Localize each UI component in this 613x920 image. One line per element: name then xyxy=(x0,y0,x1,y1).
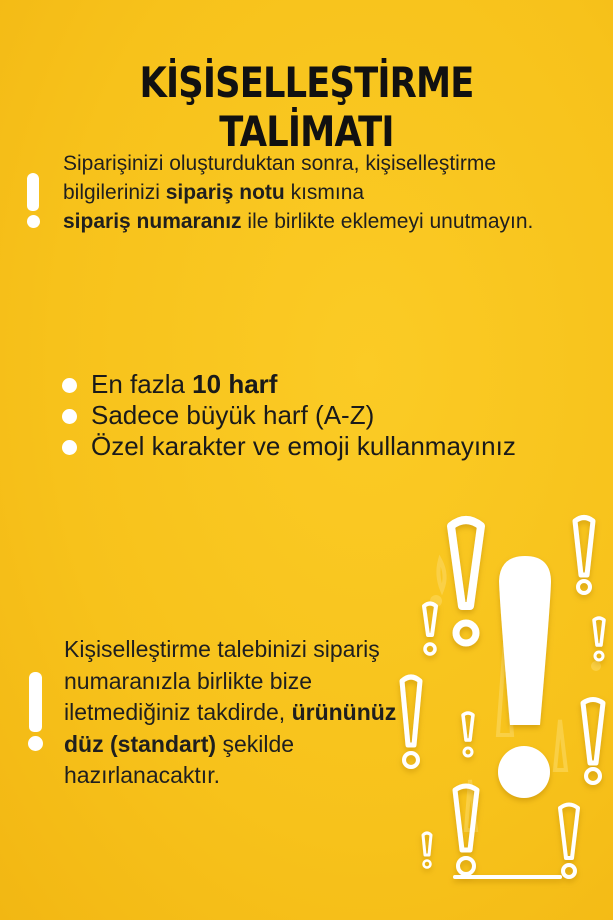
rule-text: Sadece büyük harf (A-Z) xyxy=(91,400,375,430)
rule-bold: 10 harf xyxy=(192,369,278,399)
page-title: KİŞİSELLEŞTİRME TALİMATI xyxy=(139,58,474,156)
instruction-bold-1: sipariş notu xyxy=(165,181,285,204)
instruction-text-2: kısmına xyxy=(284,181,365,204)
warning-text-1: Kişiselleştirme talebinizi sipariş numaranızla birlikte bize iletmediğiniz takdirde, xyxy=(64,636,380,725)
instruction-bold-2: sipariş numaranız xyxy=(63,210,242,233)
rule-text: En fazla xyxy=(91,369,193,399)
warning-text-2: şekilde hazırlanacaktır. xyxy=(64,730,295,788)
instruction-text-3: ile birlikte eklemeyi unutmayın. xyxy=(241,210,534,233)
warning-bold: ürününüz düz (standart) xyxy=(64,699,397,757)
rule-text: Özel karakter ve emoji kullanmayınız xyxy=(91,431,516,461)
instruction-text-1: Siparişinizi oluşturduktan sonra, kişiselleştirme bilgilerinizi xyxy=(63,152,497,204)
